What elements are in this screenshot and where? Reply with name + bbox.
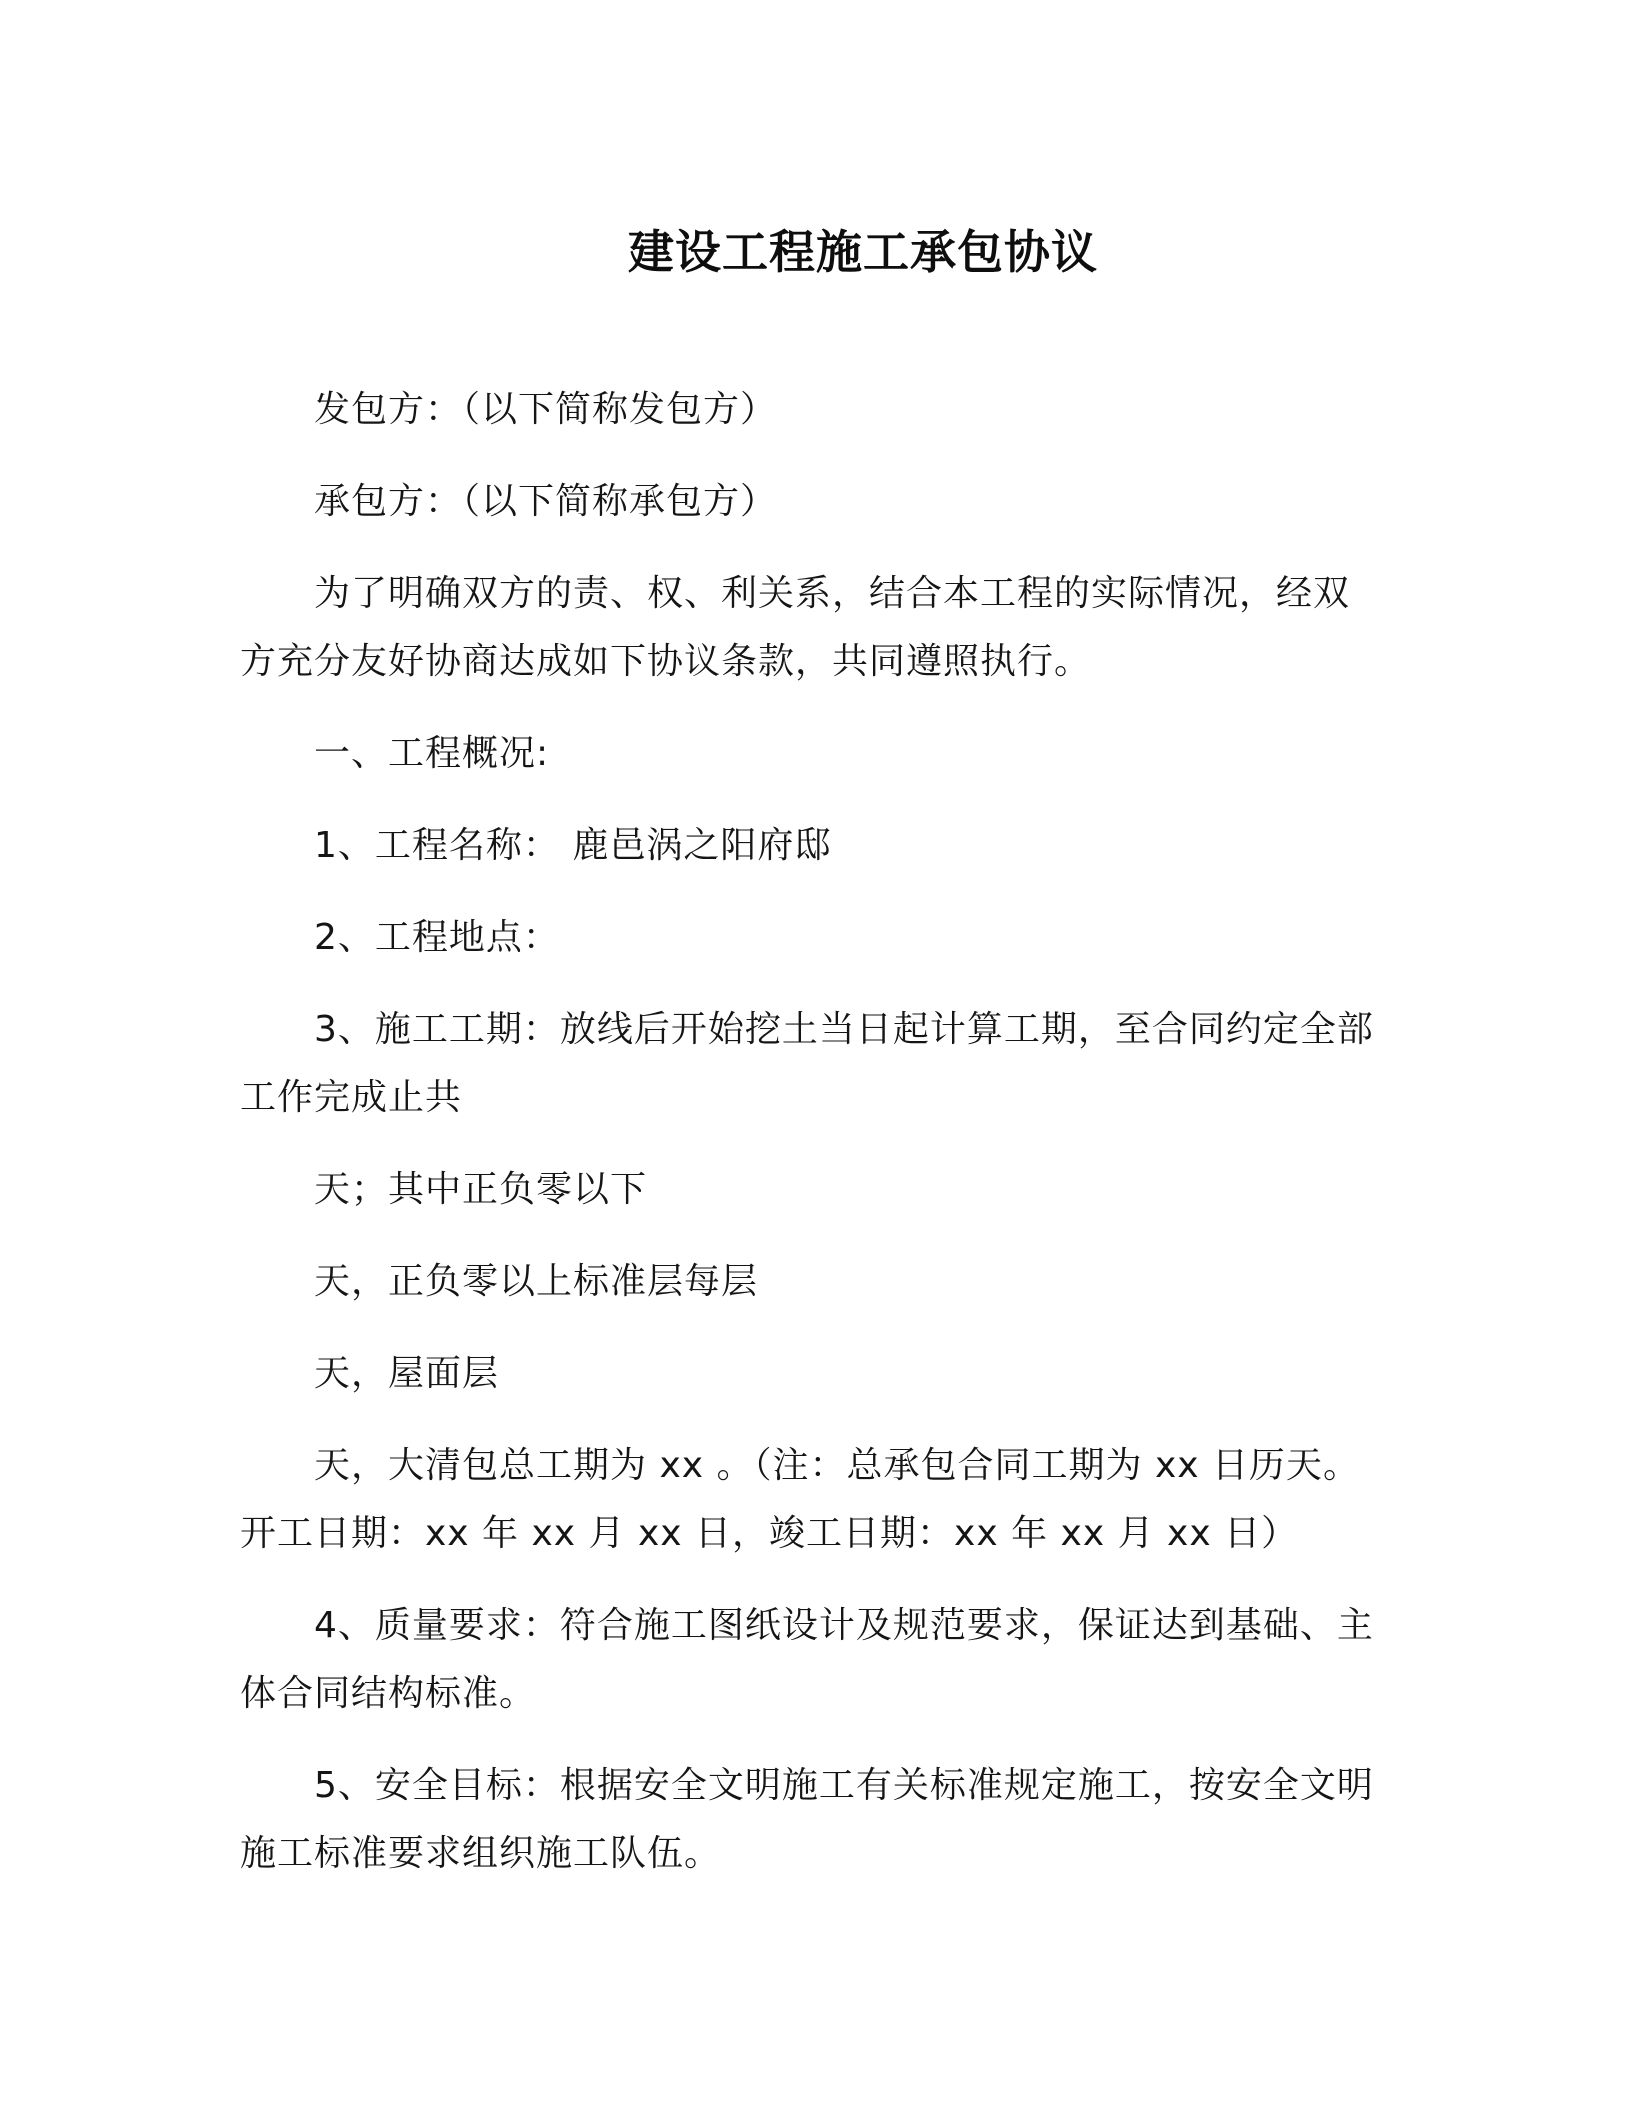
clause-total-period: [240, 1432, 1380, 1568]
total-period-line-1: 天，大清包总工期为 xx 。（注：总承包合同工期为 xx 日历天。: [314, 1445, 1360, 1486]
total-period-line-2: 开工日期：xx 年 xx 月 xx 日，竣工日期：xx 年 xx 月 xx 日）: [240, 1513, 1299, 1554]
preamble-line-2: 方充分友好协商达成如下协议条款，共同遵照执行。: [240, 641, 1092, 682]
section-heading-overview: 一、工程概况:: [314, 733, 550, 774]
clause-project-name: 1、工程名称： 鹿邑涡之阳府邸: [314, 825, 832, 866]
quality-line-1: 4、质量要求：符合施工图纸设计及规范要求，保证达到基础、主: [314, 1605, 1374, 1646]
clause-contractor: 承包方：（以下简称承包方）: [314, 481, 778, 522]
safety-line-2: 施工标准要求组织施工队伍。: [240, 1833, 722, 1874]
construction-period-line-2: 工作完成止共: [240, 1077, 463, 1118]
clause-roof-days: 天，屋面层: [314, 1353, 500, 1394]
clause-employer: 发包方：（以下简称发包方）: [314, 389, 778, 430]
clause-below-zero-days: 天；其中正负零以下: [314, 1169, 648, 1210]
document-title: 建设工程施工承包协议: [628, 225, 1098, 279]
preamble-line-1: 为了明确双方的责、权、利关系，结合本工程的实际情况，经双: [314, 573, 1351, 614]
quality-line-2: 体合同结构标准。: [240, 1673, 537, 1714]
clause-safety-target: [240, 1752, 1380, 1888]
clause-project-location: 2、工程地点：: [314, 917, 560, 958]
clause-preamble: [240, 560, 1380, 696]
clause-construction-period: [240, 996, 1380, 1132]
safety-line-1: 5、安全目标：根据安全文明施工有关标准规定施工，按安全文明: [314, 1765, 1374, 1806]
clause-quality-requirement: [240, 1592, 1380, 1728]
construction-period-line-1: 3、施工工期：放线后开始挖土当日起计算工期，至合同约定全部: [314, 1009, 1374, 1050]
clause-standard-floor-days: 天，正负零以上标准层每层: [314, 1261, 759, 1302]
